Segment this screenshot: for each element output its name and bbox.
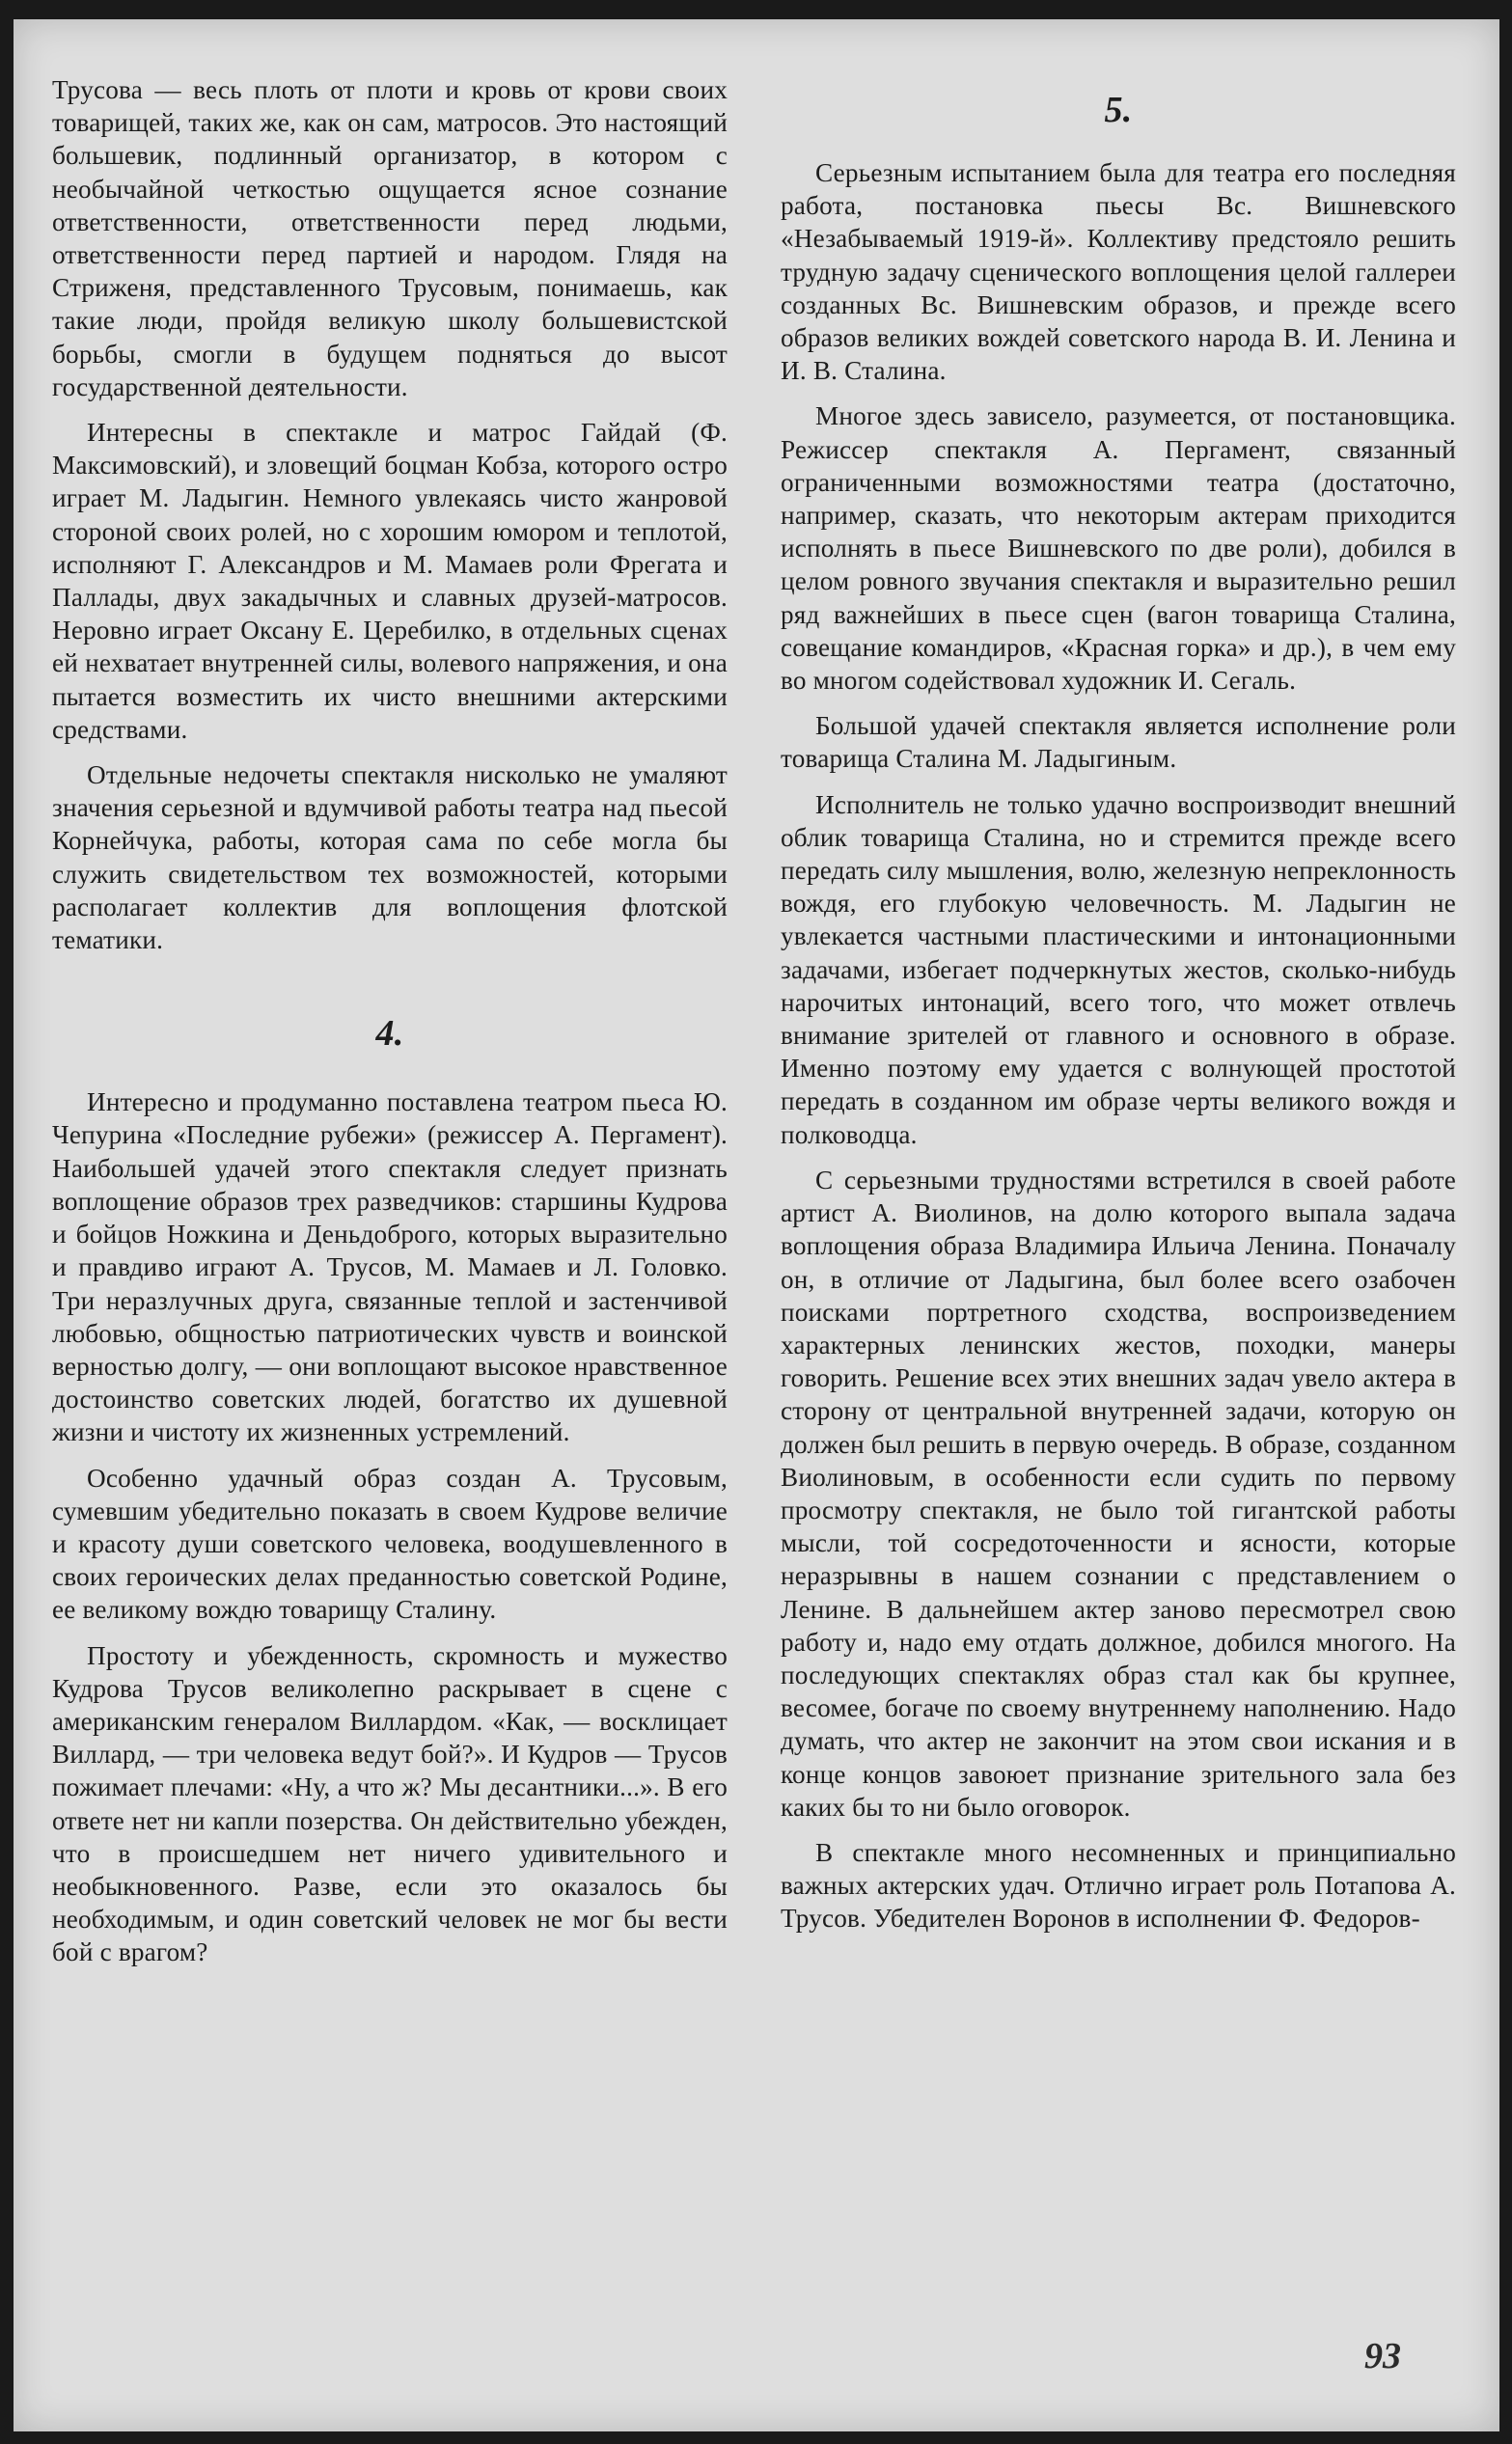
paragraph: Интересны в спектакле и матрос Гайдай (Ф. Максимовский), и зловещий боцман Кобза, которого остро играет М. Ладыгин. Немного увлекаясь чисто жанровой стороной своих ролей, но с хорошим юмором и теплотой, исполняют Г. Александров и М. Мамаев роли Фрегата и Паллады, двух закадычных и славных друзей-матросов. Неровно играет Оксану Е. Церебилко, в отдельных сценах ей нехватает внутренней силы, волевого напряжения, и она пытается возместить их чисто внешними актерскими средствами. xyxy=(52,418,728,744)
paragraph: Серьезным испытанием была для театра его последняя работа, постановка пьесы Вс. Вишневского «Незабываемый 1919-й». Коллективу предстояло решить трудную задачу сценического воплощения целой галлереи созданных Вс. Вишневским образов, и прежде всего образов великих вождей советского народа В. И. Ленина и И. В. Сталина. xyxy=(781,158,1456,386)
book-page xyxy=(14,19,1499,2431)
section-heading-4: 4. xyxy=(375,1013,404,1055)
paragraph: Большой удачей спектакля является исполнение роли товарища Сталина М. Ладыгиным. xyxy=(781,711,1456,774)
paragraph: Многое здесь зависело, разумеется, от постановщика. Режиссер спектакля А. Пергамент, связанный ограниченными возможностями театра (достаточно, например, сказать, что некоторым актерам приходится исполнять в пьесе Вишневского по две роли), добился в целом ровного звучания спектакля и выразительно решил ряд важнейших в пьесе сцен (вагон товарища Сталина, совещание командиров, «Красная горка» и др.), в чем ему во многом содействовал художник И. Сегаль. xyxy=(781,401,1456,696)
left-column xyxy=(52,73,728,1982)
paragraph: С серьезными трудностями встретился в своей работе артист А. Виолинов, на долю которого выпала задача воплощения образа Владимира Ильича Ленина. Поначалу он, в отличие от Ладыгина, был более всего озабочен поисками портретного сходства, воспроизведением характерных ленинских жестов, походки, манеры говорить. Решение всех этих внешних задач увело актера в сторону от центральной внутренней задачи, которую он должен был решить в первую очередь. В образе, созданном Виолиновым, в особенности если судить по первому просмотру спектакля, не было той гигантской работы мысли, той сосредоточенности и ясности, которые неразрывны в нашем сознании с представлением о Ленине. В дальнейшем актер заново пересмотрел свою работу и, надо ему отдать должное, добился многого. На последующих спектаклях образ стал как бы крупнее, весомее, богаче по своему внутреннему наполнению. Надо думать, что актер не закончит на этом свои искания и в конце концов завоюет признание зрительного зала без каких бы то ни было оговорок. xyxy=(781,1165,1456,1822)
paragraph: Трусова — весь плоть от плоти и кровь от крови своих товарищей, таких же, как он сам, матросов. Это настоящий большевик, подлинный организатор, в котором с необычайной четкостью ощущается ясное сознание ответственности, ответственности перед людьми, ответственности перед партией и народом. Глядя на Стриженя, представленного Трусовым, понимаешь, как такие люди, пройдя великую школу большевистской борьбы, смогли в будущем подняться до высот государственной деятельности. xyxy=(52,75,728,401)
right-column xyxy=(781,73,1456,1948)
section-heading-5: 5. xyxy=(1104,90,1133,130)
paragraph: Простоту и убежденность, скромность и мужество Кудрова Трусов великолепно раскрывает в сцене с американским генералом Виллардом. «Как, — восклицает Виллард, — три человека ведут бой?». И Кудров — Трусов пожимает плечами: «Ну, а что ж? Мы десантники...». В его ответе нет ни капли позерства. Он действительно убежден, что в происшедшем нет ничего удивительного и необыкновенного. Разве, если это оказалось бы необходимым, и один советский человек не мог бы вести бой с врагом? xyxy=(52,1640,728,1967)
page-number: 93 xyxy=(1364,2336,1401,2376)
paragraph: Интересно и продуманно поставлена театром пьеса Ю. Чепурина «Последние рубежи» (режиссер А. Пергамент). Наибольшей удачей этого спектакля следует признать воплощение образов трех разведчиков: старшины Кудрова и бойцов Ножкина и Деньдоброго, которых выразительно и правдиво играют А. Трусов, М. Мамаев и Л. Головко. Три неразлучных друга, связанные теплой и застенчивой любовью, общностью патриотических чувств и воинской верностью долгу, — они воплощают высокое нравственное достоинство советских людей, богатство их душевной жизни и чистоту их жизненных устремлений. xyxy=(52,1087,728,1447)
paragraph: Отдельные недочеты спектакля нисколько не умаляют значения серьезной и вдумчивой работы театра над пьесой Корнейчука, работы, которая сама по себе могла бы служить свидетельством тех возможностей, которыми располагает коллектив для воплощения флотской тематики. xyxy=(52,760,728,955)
paragraph: Особенно удачный образ создан А. Трусовым, сумевшим убедительно показать в своем Кудрове величие и красоту души советского человека, воодушевленного в своих героических делах преданностью советской Родине, ее великому вождю товарищу Сталину. xyxy=(52,1463,728,1625)
paragraph: Исполнитель не только удачно воспроизводит внешний облик товарища Сталина, но и стремится прежде всего передать силу мышления, волю, железную непреклонность вождя, его глубокую человечность. М. Ладыгин не увлекается частными пластическими и интонационными задачами, избегает подчеркнутых жестов, сколько-нибудь нарочитых интонаций, всего того, что может отвлечь внимание зрителей от главного и основного в образе. Именно поэтому ему удается с волнующей простотой передать в созданном им образе черты великого вождя и полководца. xyxy=(781,789,1456,1149)
paragraph: В спектакле много несомненных и принципиально важных актерских удач. Отлично играет роль Потапова А. Трусов. Убедителен Воронов в исполнении Ф. Федоров- xyxy=(781,1837,1456,1934)
